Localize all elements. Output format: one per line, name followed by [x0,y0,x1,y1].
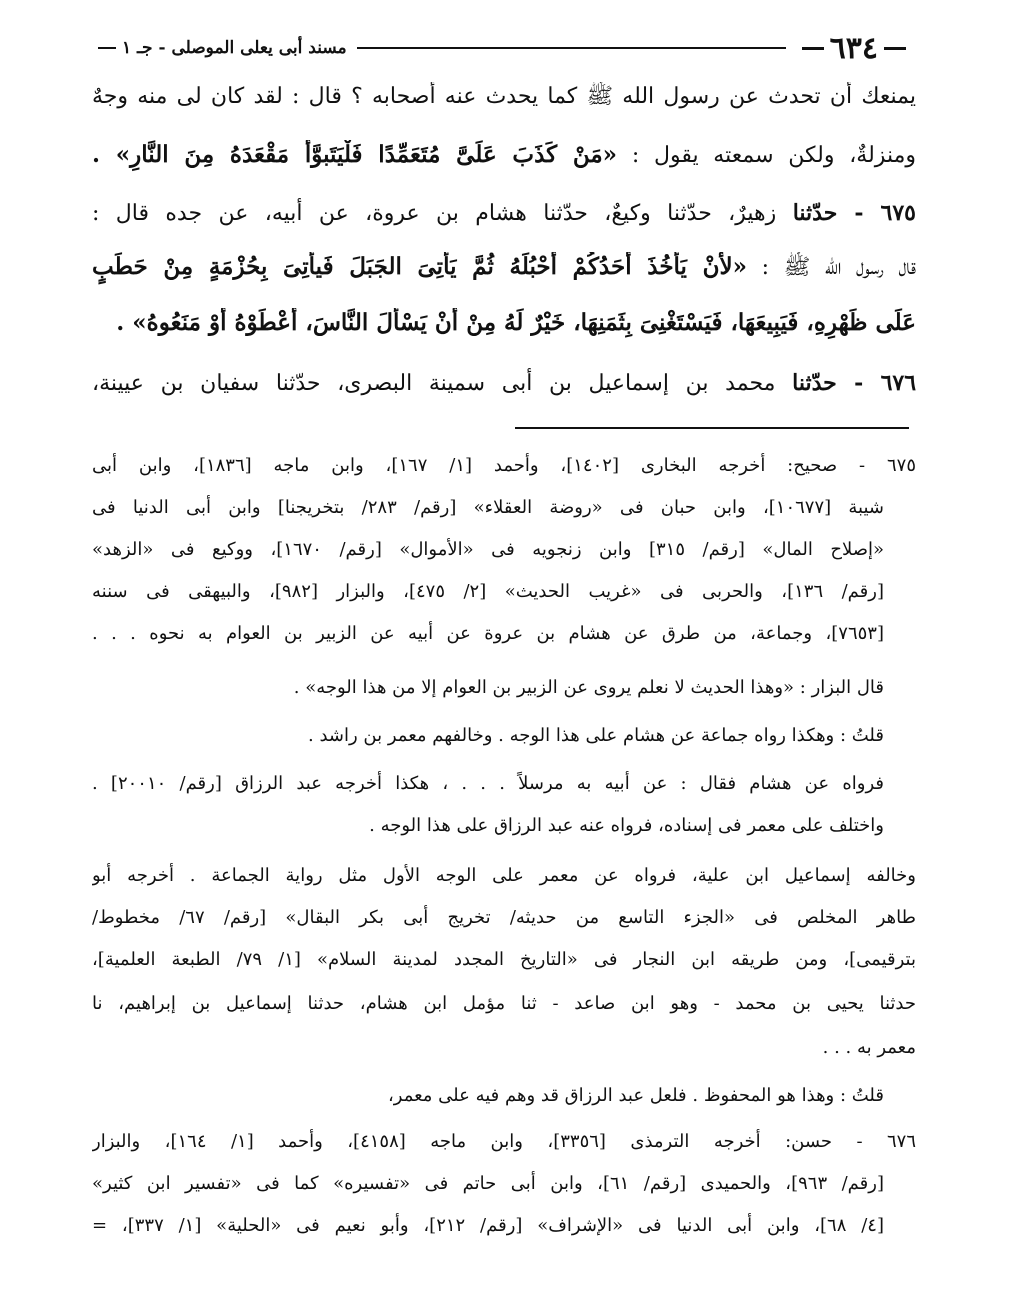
footnote-line: «إصلاح المال» [رقم/ ٣١٥] وابن زنجويه فى «الأموال» [رقم/ ١٦٧٠]، ووكيع فى «الزهد» [92,539,884,560]
footnote-line: بترقيمى]، ومن طريقه ابن النجار فى «التاريخ المجدد لمدينة السلام» [١/ ٧٩/ الطبعة العلمية]، [92,949,916,970]
footnote-line: قلتُ : وهكذا رواه جماعة عن هشام على هذا الوجه . وخالفهم معمر بن راشد . [308,725,884,746]
footnote-line: [٤/ ٦٨]، وابن أبى الدنيا فى «الإشراف» [رقم/ ٢١٢]، وأبو نعيم فى «الحلية» [١/ ٣٣٧]، = [92,1215,884,1236]
isnad-text: محمد بن إسماعيل بن أبى سمينة البصرى، حدّثنا سفيان بن عيينة، [92,371,776,396]
footnote-line: طاهر المخلص فى «الجزء التاسع من حديثه/ تخريج أبى بكر البقال» [رقم/ ٦٧/ مخطوط/ [92,907,916,928]
isnad-text: زهيرٌ، حدّثنا وكيعٌ، حدّثنا هشام بن عروة، عن أبيه، عن جده قال : [92,201,777,226]
footnote-line: ٦٧٦ - حسن: أخرجه الترمذى [٣٣٥٦]، وابن ماجه [٤١٥٨]، وأحمد [١/ ١٦٤]، والبزار [92,1131,916,1152]
hadith-text: «لأَنْ يَأْخُذَ أَحَدُكُمْ أَحْبُلَهُ ثُمَّ يَأْتِىَ الجَبَلَ فَيأْتِىَ بِحُزْمَةٍ مِنْ حَطَبٍ [92,253,747,280]
footnote-line: حدثنا يحيى بن محمد - وهو ابن صاعد - ثنا مؤمل ابن هشام، حدثنا إسماعيل بن إبراهيم، نا [92,993,916,1014]
header-rule [357,47,786,49]
running-header [92,28,912,68]
page-number: ٦٣٤ [829,30,878,66]
footnote-line: [رقم/ ٩٦٣]، والحميدى [رقم/ ٦١]، وابن أبى حاتم فى «تفسيره» كما فى «تفسير ابن كثير» [92,1173,884,1194]
main-line-4-text: قال رسول الله ﷺ : [761,255,916,280]
hadith-number: ٦٧٦ - حدّثنا [792,370,916,396]
hadith-number: ٦٧٥ - حدّثنا [792,200,916,226]
main-line-2 [92,140,916,174]
header-dash [884,47,906,50]
hadith-text: «مَنْ كَذَبَ عَلَىَّ مُتَعَمِّدًا فَلْيَتَبوَّأْ مَقْعَدَهُ مِنَ النَّارِ» . [92,141,618,168]
footnote-line: [٧٦٥٣]، وجماعة، من طرق عن هشام بن عروة عن أبيه عن الزبير بن العوام به نحوه . . . [92,623,884,644]
footnote-line: فرواه عن هشام فقال : عن أبيه به مرسلاً . . . ، هكذا أخرجه عبد الرزاق [رقم/ ٢٠٠١٠] . [92,773,884,794]
footnote-line: قلتُ : وهذا هو المحفوظ . فلعل عبد الرزاق قد وهم فيه على معمر، [387,1085,884,1106]
main-line-2-text: ومنزلةٌ، ولكن سمعته يقول : [631,143,916,168]
footnote-line: [رقم/ ١٣٦]، والحربى فى «غريب الحديث» [٢/ ٤٧٥]، والبزار [٩٨٢]، والبيهقى فى سننه [92,581,884,602]
footnote-line: قال البزار : «وهذا الحديث لا نعلم يروى عن الزبير بن العوام إلا من هذا الوجه» . [293,677,884,698]
main-line-1: يمنعك أن تحدث عن رسول الله ﷺ كما يحدث عنه أصحابه ؟ قال : لقد كان لى منه وجهٌ [92,84,916,109]
hadith-675-heading [92,198,916,232]
hadith-676-heading [92,368,916,402]
hadith-text-line-5: عَلَى ظَهْرِهِ، فَيَبِيعَهَا، فَيَسْتَغْنِىَ بِثَمَنِهَا، خَيْرٌ لَهُ مِنْ أَنْ يَسْأَلَ النَّاسَ، أَعْطَوْهُ أَوْ مَنَعُوهُ» . [116,309,916,336]
footnote-line: وخالفه إسماعيل ابن علية، فرواه عن معمر على الوجه الأول مثل رواية الجماعة . أخرجه أبو [92,865,916,886]
book-title: مسند أبى يعلى الموصلى - جـ ١ [122,38,347,58]
header-dash [98,47,116,49]
footnote-line: شيبة [١٠٦٧٧]، وابن حبان فى «روضة العقلاء» [رقم/ ٢٨٣/ بتخريجنا] وابن أبى الدنيا فى [92,497,884,518]
header-dash [802,47,824,50]
footnote-line: ٦٧٥ - صحيح: أخرجه البخارى [١٤٠٢]، وأحمد [١/ ١٦٧]، وابن ماجه [١٨٣٦]، وابن أبى [92,455,916,476]
footnote-line: معمر به . . . [822,1037,916,1058]
main-line-4 [92,252,916,286]
footnote-line: واختلف على معمر فى إسناده، فرواه عنه عبد الرزاق على هذا الوجه . [369,815,884,836]
footnote-separator [515,427,909,429]
